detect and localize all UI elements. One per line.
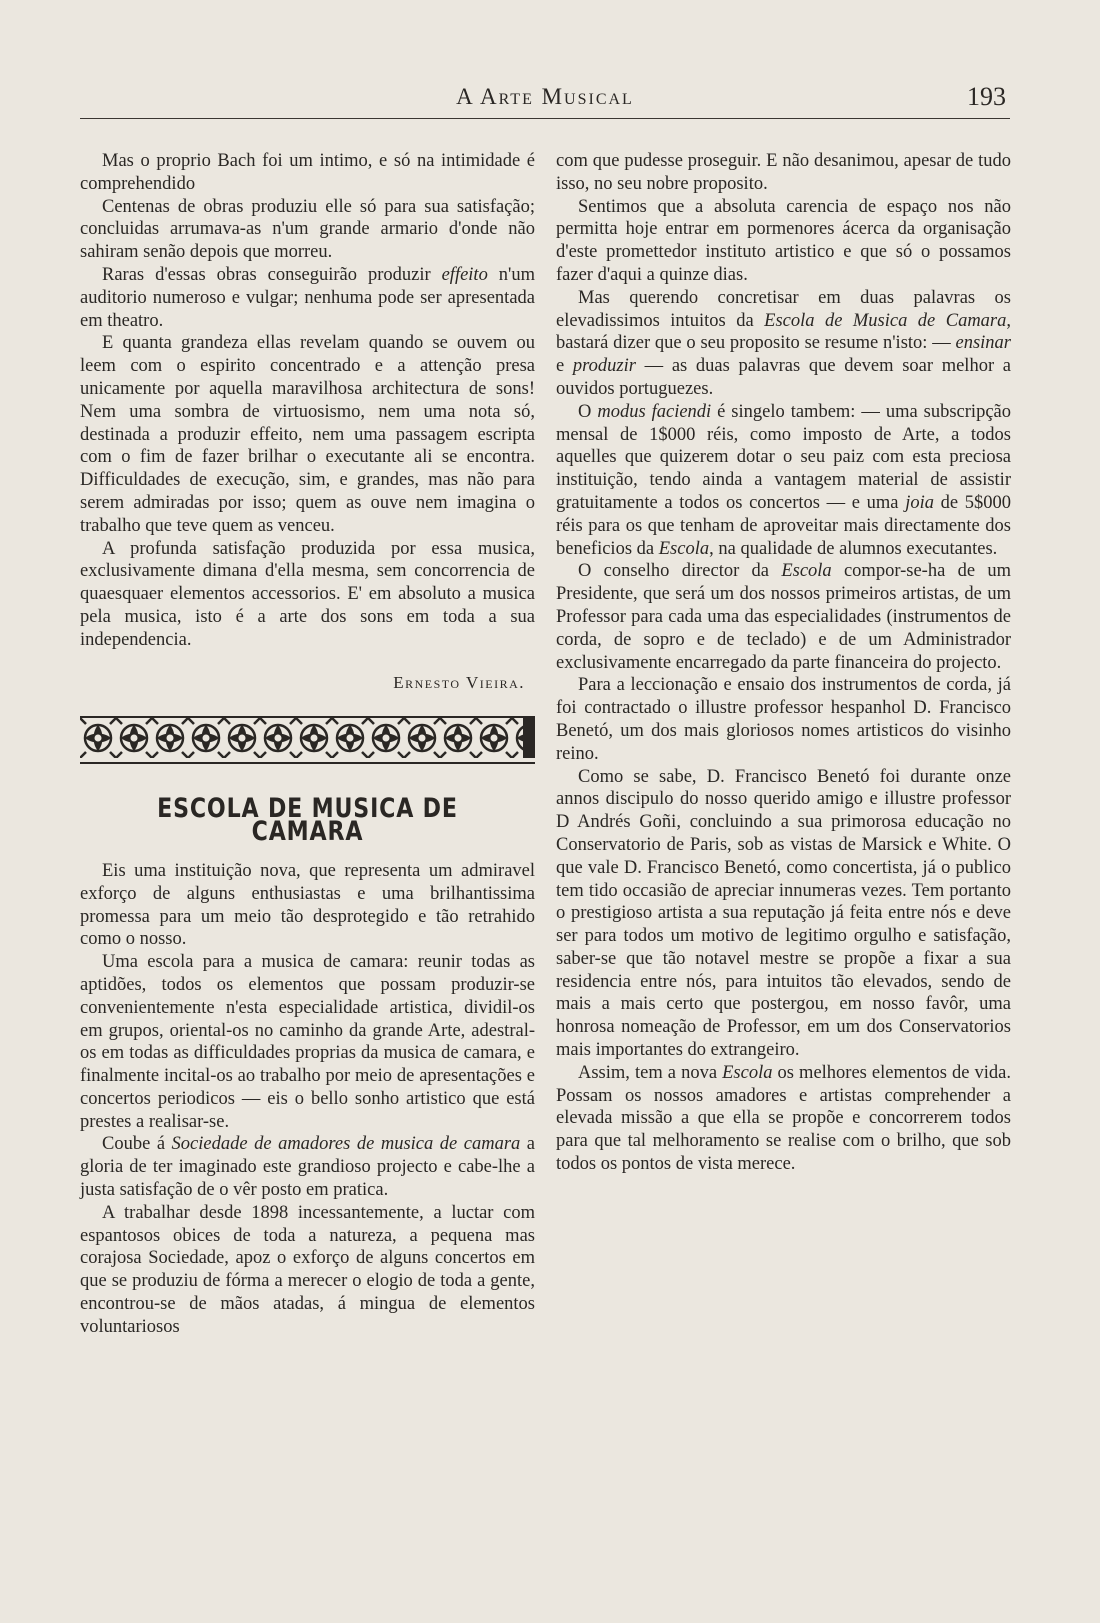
paragraph: Coube á Sociedade de amadores de musica de camara a gloria de ter imaginado este grandioso projecto e cabe-lhe a justa satisfação de o vêr posto em pratica. — [80, 1134, 535, 1201]
paragraph: com que pudesse proseguir. E não desanimou, apesar de tudo isso, no seu nobre proposito. — [556, 151, 1011, 194]
running-head — [80, 80, 1010, 119]
paragraph: Raras d'essas obras conseguirão produzir effeito n'um auditorio numeroso e vulgar; nenhuma pode ser apresentada em theatro. — [80, 264, 535, 331]
ornament-pattern-icon — [80, 718, 535, 758]
author-signature: Ernesto Vieira. — [393, 672, 525, 692]
decorative-border-ornament — [80, 716, 535, 764]
paragraph: E quanta grandeza ellas revelam quando se ouvem ou leem com o espirito concentrado e a attenção presa unicamente por aquella maravilhosa architectura de sons! Nem uma sombra de virtuosismo, nem uma nota só, destinada a produzir effeito, nem uma passagem escripta com o fim de fazer brilhar o executante ali se encontra. Difficuldades de execução, sim, e grandes, mas não para serem admiradas por isso; quem as ouve nem imagina o trabalho que teve quem as venceu. — [80, 333, 535, 536]
paragraph: Mas querendo concretisar em duas palavras os elevadissimos intuitos da Escola de Musica de Camara, bastará dizer que o seu proposito se resume n'isto: — ensinar e produzir — as duas palavras que devem soar melhor a ouvidos portuguezes. — [556, 287, 1012, 399]
left-column — [80, 150, 535, 1339]
page-number: 193 — [967, 82, 1006, 111]
paragraph: Como se sabe, D. Francisco Benetó foi durante onze annos discipulo do nosso querido amigo e illustre professor D Andrés Goñi, concluindo a sua primorosa educação no Conservatorio de Paris, sob as vistas de Marsick e White. O que vale D. Francisco Benetó, como concertista, já o publico tem tido occasião de apreciar innumeras vezes. Tem portanto o prestigioso artista a sua reputação já feita entre nós e deve ser para todos um motivo de legitimo orgulho e satisfação, saber-se que tão notavel mestre se propõe a fixar a sua residencia entre nós, para intuitos tão elevados, sendo de mais a mais certo que postergou, em nosso favôr, uma honrosa nomeação de Professor, em um dos Conservatorios mais importantes do extrangeiro. — [556, 766, 1011, 1061]
paragraph: Sentimos que a absoluta carencia de espaço nos não permitta hoje entrar em pormenores ácerca da organisação d'este promettedor instituto artistico e que só o possamos fazer d'aqui a quinze dias. — [556, 196, 1011, 285]
paragraph: Centenas de obras produziu elle só para sua satisfação; concluidas arrumava-as n'um grande armario d'onde não sahiram senão depois que morreu. — [80, 196, 535, 263]
paragraph: O modus faciendi é singelo tambem: — uma subscripção mensal de 1$000 réis, como imposto de Arte, a todos aquelles que quizerem dotar o seu paiz com esta preciosa instituição, tendo ainda a vantagem material de assistir gratuitamente a todos os concertos — e uma joia de 5$000 réis para os que tenham de aproveitar mais directamente dos beneficios da Escola, na qualidade de alumnos executantes. — [556, 401, 1011, 559]
paragraph: Uma escola para a musica de camara: reunir todas as aptidões, todos os elementos que possam produzir-se convenientemente n'esta especialidade artistica, dividil-os em grupos, oriental-os no caminho da grande Arte, adestral-os em todas as difficuldades proprias da musica de camara, e finalmente incital-os ao trabalho por meio de apresentações e concertos periodicos — eis o bello sonho artistico que está prestes a realisar-se. — [80, 952, 535, 1132]
journal-title: A Arte Musical — [456, 84, 634, 109]
paragraph: Mas o proprio Bach foi um intimo, e só na intimidade é comprehendido — [80, 151, 535, 194]
paragraph: Para a leccionação e ensaio dos instrumentos de corda, já foi contractado o illustre professor hespanhol D. Francisco Benetó, um dos mais gloriosos nomes artisticos do visinho reino. — [556, 675, 1011, 764]
paragraph: Assim, tem a nova Escola os melhores elementos de vida. Possam os nossos amadores e artistas comprehender a elevada missão a que ella se propõe e concorrerem todos para que tal melhoramento se realise com o brilho, que sob todos os pontos de vista merece. — [556, 1062, 1012, 1175]
right-column — [556, 150, 1011, 1176]
paragraph: A trabalhar desde 1898 incessantemente, a luctar com espantosos obices de toda a natureza, a pequena mas corajosa Sociedade, apoz o exforço de alguns concertos em que se produziu de fórma a merecer o elogio de toda a gente, encontrou-se de mãos atadas, á mingua de elementos voluntariosos — [80, 1202, 535, 1337]
section-title: ESCOLA DE MUSICA DE CAMARA — [157, 793, 458, 848]
paragraph: O conselho director da Escola compor-se-ha de um Presidente, que será um dos nossos primeiros artistas, de um Professor para cada uma das especialidades (instrumentos de corda, de sopro e de teclado) e de um Administrador exclusivamente encarregado da parte financeira do projecto. — [556, 561, 1012, 673]
paragraph: A profunda satisfação produzida por essa musica, exclusivamente dimana d'ella mesma, sem concorrencia de quaesquaer elementos accessorios. E' em absoluto a musica pela musica, isto é a arte dos sons em toda a sua independencia. — [80, 538, 535, 650]
paragraph: Eis uma instituição nova, que representa um admiravel exforço de alguns enthusiastas e uma brilhantissima promessa para um meio tão desprotegido e tão retrahido como o nosso. — [80, 860, 535, 950]
